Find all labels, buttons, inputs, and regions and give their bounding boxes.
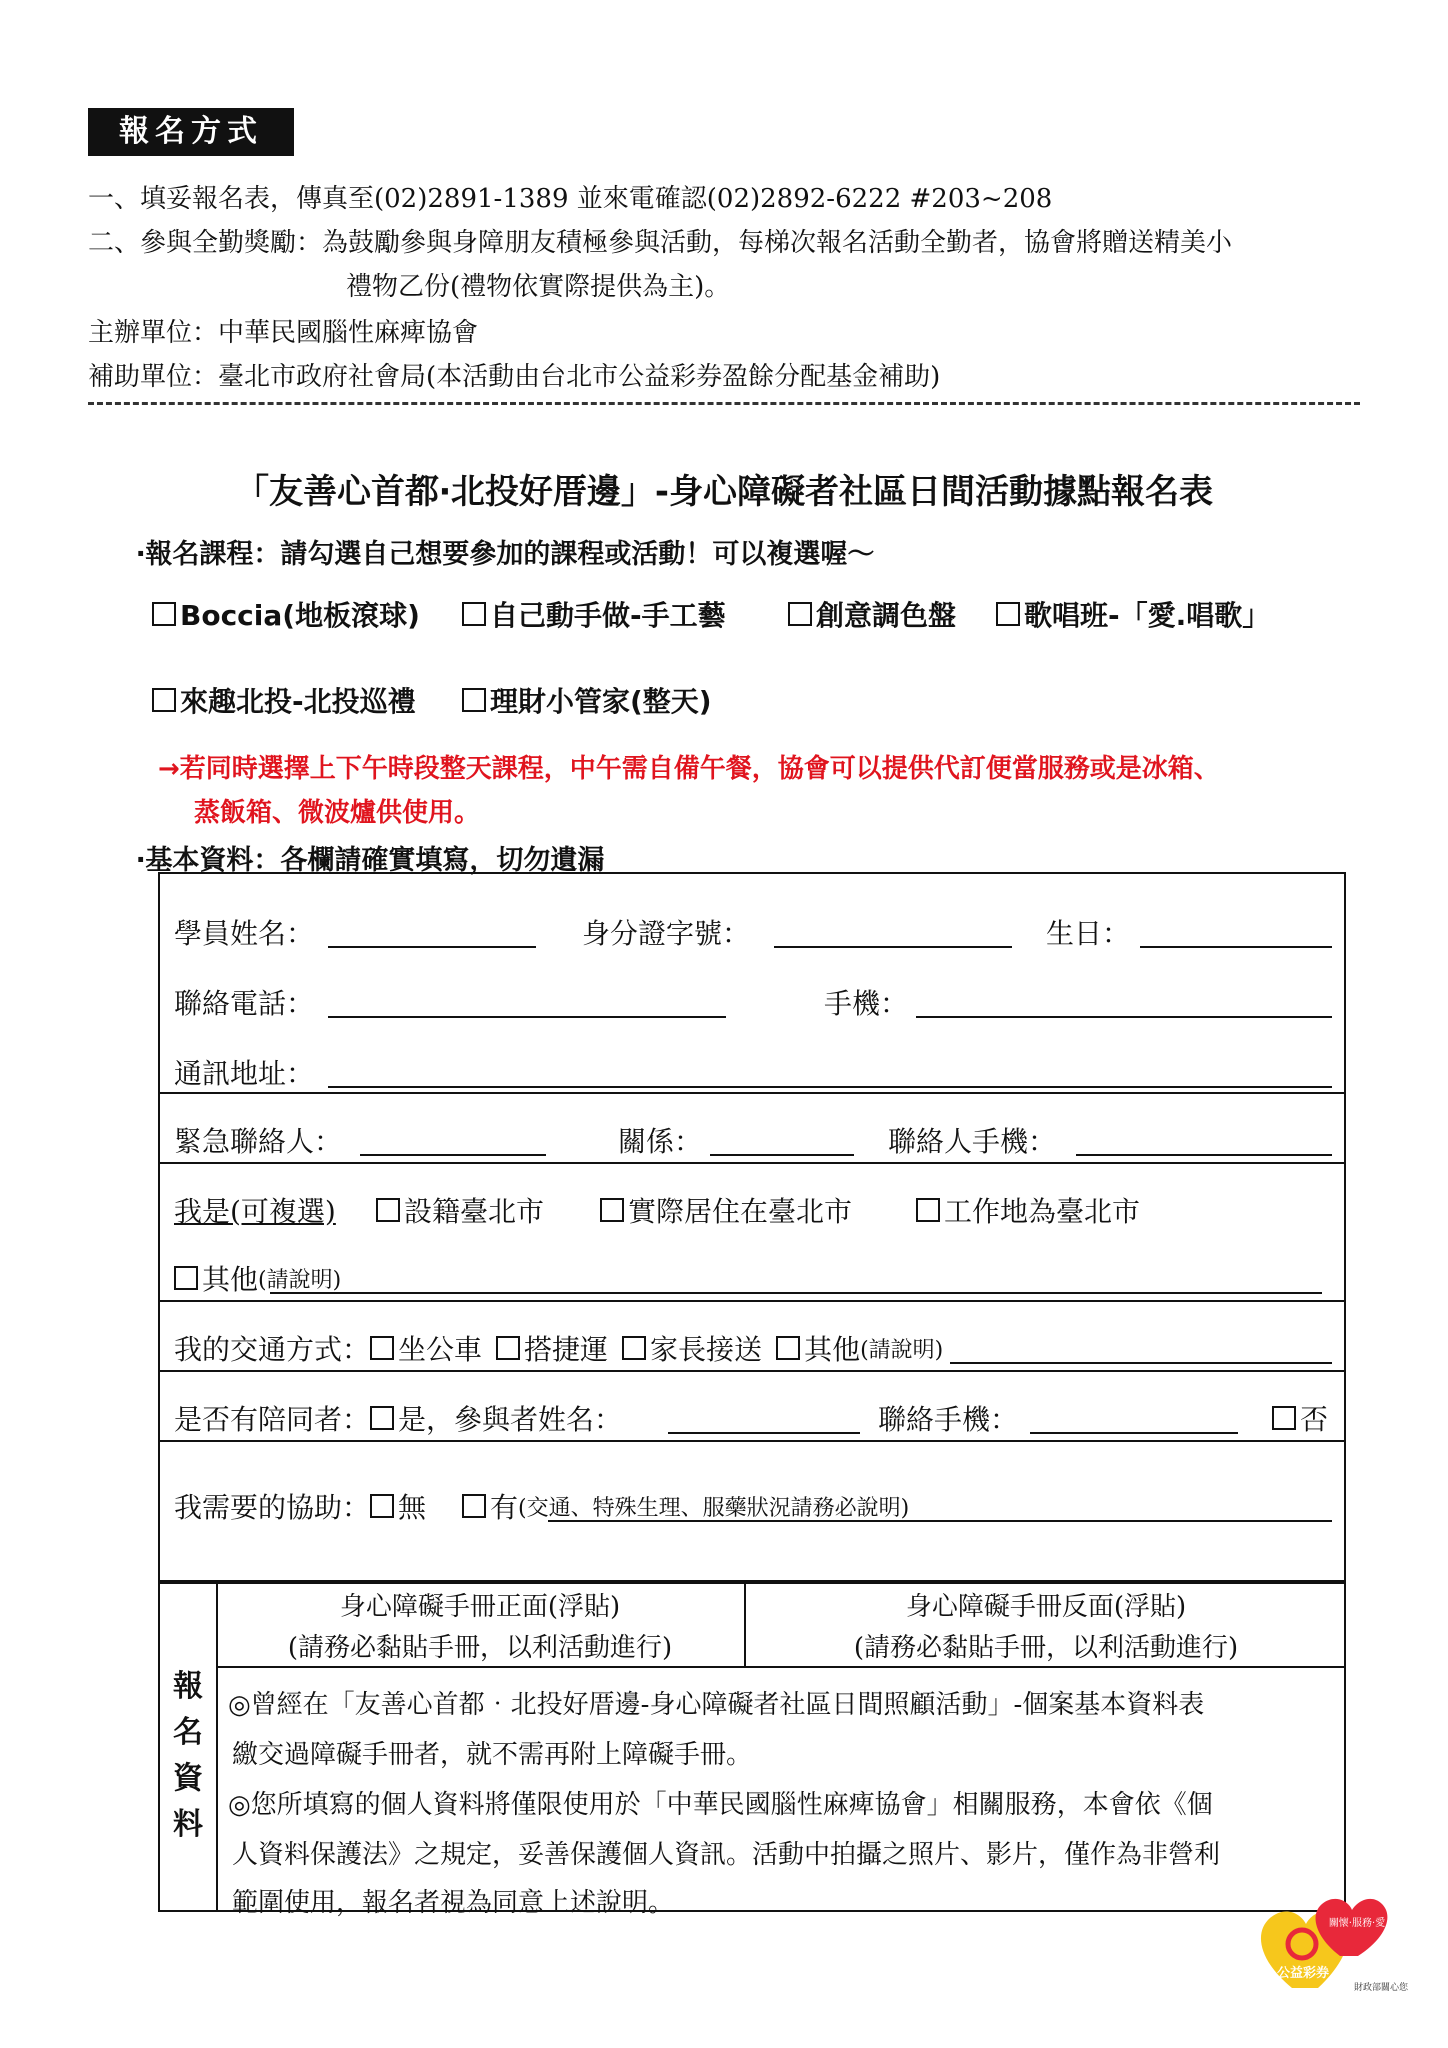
course-beitou-tour[interactable] <box>152 680 416 720</box>
name-field[interactable] <box>328 946 536 948</box>
basic-heading: ‧基本資料：各欄請確實填寫，切勿遺漏 <box>136 845 605 876</box>
intro-line-2b: 禮物乙份(禮物依實際提供為主)。 <box>346 272 731 302</box>
checkbox-yes[interactable] <box>370 1406 394 1430</box>
checkbox-mrt[interactable] <box>496 1336 520 1360</box>
section-header: 報名方式 <box>88 108 294 156</box>
hint-text: (請說明) <box>860 1337 944 1363</box>
row-divider <box>158 1092 1346 1094</box>
companion-row <box>174 1398 622 1438</box>
section-divider <box>158 1580 1346 1584</box>
form-title: 「友善心首都‧北投好厝邊」-身心障礙者社區日間活動據點報名表 <box>235 472 1213 512</box>
courses-heading: ‧報名課程：請勾選自己想要參加的課程或活動！可以複選喔～ <box>136 539 875 570</box>
course-label: 理財小管家(整天) <box>490 685 712 718</box>
logo-label: 公益彩券 <box>1276 1966 1329 1981</box>
contact-mobile-label: 聯絡人手機： <box>888 1125 1057 1158</box>
option-label: 搭捷運 <box>524 1333 609 1366</box>
intro-line-2a: 二、參與全勤獎勵：為鼓勵參與身障朋友積極參與活動，每梯次報名活動全勤者，協會將贈送精美小 <box>88 228 1233 258</box>
vertical-char: 報 <box>173 1669 203 1704</box>
logo-heart-text: 關懷‧服務‧愛 <box>1328 1918 1386 1929</box>
id-field[interactable] <box>774 946 1012 948</box>
address-field[interactable] <box>328 1086 1332 1088</box>
row-divider <box>158 1162 1346 1164</box>
vertical-char: 資 <box>173 1761 203 1796</box>
companion-no[interactable] <box>1272 1398 1328 1438</box>
vertical-char: 名 <box>173 1715 203 1750</box>
red-note-2: 蒸飯箱、微波爐供使用。 <box>194 798 481 828</box>
card-front-panel[interactable] <box>216 1586 744 1664</box>
residency-label: 我是(可複選) <box>174 1195 336 1228</box>
red-note-1: →若同時選擇上下午時段整天課程，中午需自備午餐，協會可以提供代訂便當服務或是冰箱、 <box>158 754 1220 784</box>
row-divider <box>158 1370 1346 1372</box>
course-palette[interactable] <box>788 594 956 634</box>
checkbox[interactable] <box>376 1198 400 1222</box>
option-label: 否 <box>1300 1403 1329 1436</box>
checkbox[interactable] <box>462 688 486 712</box>
option-label: 無 <box>398 1491 427 1524</box>
card-back-sub: (請務必黏貼手冊，以利活動進行) <box>853 1633 1239 1663</box>
course-label: 自己動手做-手工藝 <box>490 599 726 632</box>
panel-bottom <box>216 1666 1346 1668</box>
course-label: 來趣北投-北投巡禮 <box>180 685 416 718</box>
relation-field[interactable] <box>710 1154 854 1156</box>
checkbox[interactable] <box>462 602 486 626</box>
row-divider <box>158 1300 1346 1302</box>
option-label: 有 <box>490 1491 519 1524</box>
card-front-title: 身心障礙手冊正面(浮貼) <box>339 1592 621 1622</box>
emergency-field[interactable] <box>360 1154 546 1156</box>
note-2b: 人資料保護法》之規定，妥善保護個人資訊。活動中拍攝之照片、影片，僅作為非營利 <box>232 1840 1221 1870</box>
card-front-sub: (請務必黏貼手冊，以利活動進行) <box>287 1633 673 1663</box>
transport-label: 我的交通方式： <box>174 1333 371 1366</box>
residency-opt-registered[interactable] <box>376 1190 544 1230</box>
option-label: 其他 <box>804 1333 861 1366</box>
checkbox-no[interactable] <box>1272 1406 1296 1430</box>
dashed-divider <box>88 402 1360 405</box>
checkbox[interactable] <box>152 602 176 626</box>
lottery-logo <box>1248 1878 1408 1998</box>
organizer: 主辦單位：中華民國腦性麻痺協會 <box>88 318 479 348</box>
phone-label: 聯絡電話： <box>174 987 315 1020</box>
course-handcraft[interactable] <box>462 594 726 634</box>
checkbox[interactable] <box>916 1198 940 1222</box>
option-label: 工作地為臺北市 <box>944 1195 1141 1228</box>
note-1a: ◎曾經在「友善心首都‧北投好厝邊-身心障礙者社區日間照顧活動」-個案基本資料表 <box>228 1690 1205 1720</box>
assist-field[interactable] <box>548 1520 1332 1522</box>
checkbox[interactable] <box>996 602 1020 626</box>
card-back-panel[interactable] <box>746 1586 1346 1664</box>
companion-name-field[interactable] <box>668 1432 860 1434</box>
row-divider <box>158 1440 1346 1442</box>
companion-mobile-label: 聯絡手機： <box>878 1403 1019 1436</box>
residency-opt-work[interactable] <box>916 1190 1140 1230</box>
hint-text: (交通、特殊生理、服藥狀況請務必說明) <box>518 1495 910 1521</box>
residency-other-field[interactable] <box>270 1292 1322 1294</box>
checkbox[interactable] <box>788 602 812 626</box>
checkbox-bus[interactable] <box>370 1336 394 1360</box>
note-2c: 範圍使用，報名者視為同意上述說明。 <box>232 1888 675 1918</box>
birthday-label: 生日： <box>1046 917 1131 950</box>
companion-mobile-field[interactable] <box>1030 1432 1238 1434</box>
checkbox-parent[interactable] <box>622 1336 646 1360</box>
checkbox[interactable] <box>174 1266 198 1290</box>
relation-label: 關係： <box>618 1125 703 1158</box>
contact-mobile-field[interactable] <box>1076 1154 1332 1156</box>
course-label: 歌唱班-「愛.唱歌」 <box>1024 599 1271 632</box>
companion-label: 是否有陪同者： <box>174 1403 371 1436</box>
mobile-label: 手機： <box>824 987 909 1020</box>
note-1b: 繳交過障礙手冊者，就不需再附上障礙手冊。 <box>232 1740 753 1770</box>
birthday-field[interactable] <box>1140 946 1332 948</box>
option-label: 是，參與者姓名： <box>398 1403 623 1436</box>
name-label: 學員姓名： <box>174 917 315 950</box>
card-back-title: 身心障礙手冊反面(浮貼) <box>905 1592 1187 1622</box>
vertical-label <box>160 1664 216 1848</box>
note-2a: ◎您所填寫的個人資料將僅限使用於「中華民國腦性麻痺協會」相關服務，本會依《個 <box>228 1790 1213 1820</box>
checkbox-has[interactable] <box>462 1494 486 1518</box>
option-label: 實際居住在臺北市 <box>628 1195 853 1228</box>
checkbox-other[interactable] <box>776 1336 800 1360</box>
hint-text: (請說明) <box>258 1267 342 1293</box>
assist-label: 我需要的協助： <box>174 1491 371 1524</box>
checkbox-none[interactable] <box>370 1494 394 1518</box>
course-label: Boccia(地板滾球) <box>180 599 420 632</box>
sponsor: 補助單位：臺北市政府社會局(本活動由台北市公益彩券盈餘分配基金補助) <box>88 362 941 392</box>
course-finance[interactable] <box>462 680 712 720</box>
address-label: 通訊地址： <box>174 1057 315 1090</box>
course-singing[interactable] <box>996 594 1270 634</box>
residency-opt-living[interactable] <box>600 1190 852 1230</box>
emergency-label: 緊急聯絡人： <box>174 1125 343 1158</box>
vertical-char: 料 <box>173 1807 203 1842</box>
course-boccia[interactable] <box>152 594 420 634</box>
intro-line-1: 一、填妥報名表，傳真至(02)2891-1389 並來電確認(02)2892-6222 #203~208 <box>88 184 1053 214</box>
transport-row <box>174 1328 943 1368</box>
id-label: 身分證字號： <box>582 917 751 950</box>
option-label: 坐公車 <box>398 1333 483 1366</box>
checkbox[interactable] <box>152 688 176 712</box>
option-label: 家長接送 <box>650 1333 763 1366</box>
option-label: 其他 <box>202 1263 259 1296</box>
mobile-field[interactable] <box>916 1016 1332 1018</box>
checkbox[interactable] <box>600 1198 624 1222</box>
option-label: 設籍臺北市 <box>404 1195 545 1228</box>
phone-field[interactable] <box>328 1016 726 1018</box>
transport-other-field[interactable] <box>950 1362 1332 1364</box>
logo-org: 財政部關心您 <box>1353 1983 1408 1993</box>
course-label: 創意調色盤 <box>816 599 957 632</box>
